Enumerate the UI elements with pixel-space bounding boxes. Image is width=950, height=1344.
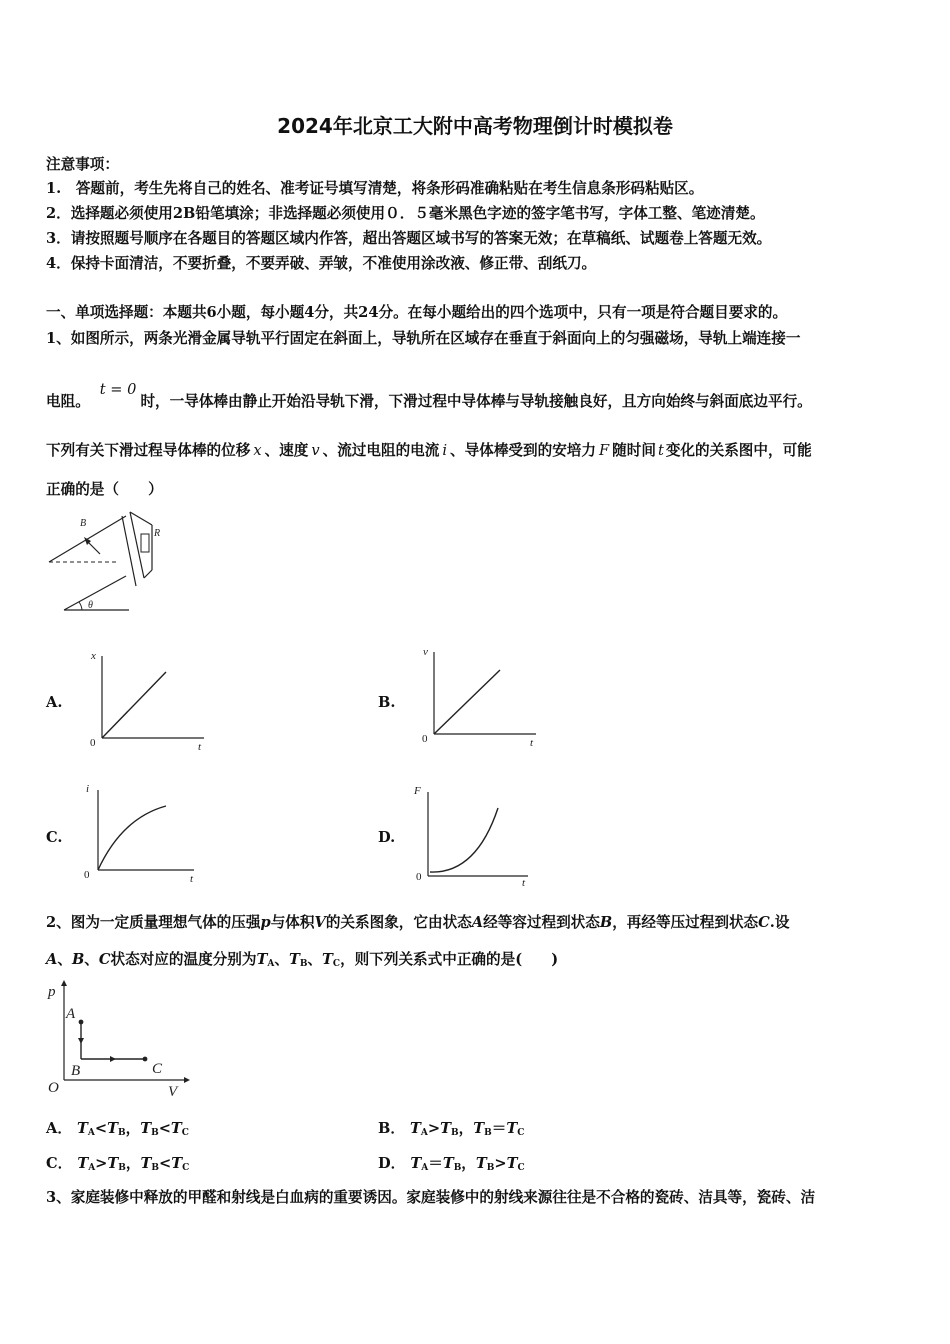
notice-item: 1. 答题前，考生先将自己的姓名、准考证号填写清楚，将条形码准确粘贴在考生信息条形码粘贴区。 <box>46 180 704 197</box>
q2-line1: 2、图为一定质量理想气体的压强p与体积V的关系图象，它由状态A经等容过程到状态B，再经等压过程到状态C.设 <box>46 914 790 931</box>
q3-line1: 3、家庭装修中释放的甲醛和射线是白血病的重要诱因。家庭装修中的射线来源往往是不合格的瓷砖、洁具等，瓷砖、洁 <box>46 1189 816 1206</box>
option-c-label[interactable]: C. <box>46 829 63 846</box>
svg-text:0: 0 <box>422 733 428 745</box>
q2-option-c[interactable]: C． $T_A>T_B$，$T_B<T_C$ <box>46 1155 190 1173</box>
svg-text:t: t <box>198 741 202 753</box>
option-d-graph <box>408 780 538 888</box>
option-a-label[interactable]: A. <box>46 694 63 711</box>
notice-item: 2．选择题必须使用2B铅笔填涂；非选择题必须使用０．５毫米黑色字迹的签字笔书写，字体工整、笔迹清楚。 <box>46 205 765 222</box>
q2-option-d[interactable]: D． $T_A=T_B$，$T_B>T_C$ <box>378 1155 525 1173</box>
q2-option-b[interactable]: B． $T_A>T_B$，$T_B=T_C$ <box>378 1120 525 1138</box>
svg-text:V: V <box>168 1084 178 1098</box>
svg-text:v: v <box>423 646 428 658</box>
svg-text:O: O <box>48 1080 59 1096</box>
q1-line3: 下列有关下滑过程导体棒的位移 x 、速度 v 、流过电阻的电流 i 、导体棒受到的安培力 F 随时间 t 变化的关系图中，可能 <box>46 442 812 459</box>
resistor-label-r: R <box>154 528 161 539</box>
notice-heading: 注意事项： <box>46 156 119 173</box>
formula-t0: t = 0 <box>99 381 137 398</box>
field-label-b: B <box>80 518 87 529</box>
q2-line2: A、B、C状态对应的温度分别为$T_A$、$T_B$、$T_C$，则下列关系式中正确的是( ) <box>46 951 559 969</box>
q1-line4: 正确的是（ ） <box>46 481 163 498</box>
option-c-graph <box>84 780 214 888</box>
option-b-graph <box>420 642 550 750</box>
svg-text:C: C <box>152 1061 163 1077</box>
notice-item: 3．请按照题号顺序在各题目的答题区域内作答，超出答题区域书写的答案无效；在草稿纸、试题卷上答题无效。 <box>46 230 772 247</box>
svg-text:i: i <box>86 783 90 795</box>
angle-label-theta: θ <box>88 600 93 611</box>
q1-line2a: 电阻。 <box>46 393 90 410</box>
svg-text:p: p <box>48 984 56 1000</box>
q1-line2 <box>46 381 812 411</box>
notice-item: 4．保持卡面清洁，不要折叠，不要弄破、弄皱，不准使用涂改液、修正带、刮纸刀。 <box>46 255 597 272</box>
incline-rails-figure <box>44 510 194 620</box>
page-title: 2024年北京工大附中高考物理倒计时模拟卷 <box>277 114 673 138</box>
section-heading: 一、单项选择题：本题共6小题，每小题4分，共24分。在每小题给出的四个选项中，只有一项是符合题目要求的。 <box>46 304 788 321</box>
svg-text:t: t <box>190 873 194 885</box>
svg-text:t: t <box>530 737 534 749</box>
svg-text:0: 0 <box>84 869 90 881</box>
svg-text:x: x <box>91 650 96 662</box>
q2-option-a[interactable]: A． $T_A<T_B$，$T_B<T_C$ <box>46 1120 189 1138</box>
pv-graph <box>44 978 194 1098</box>
q1-line2b: 时，一导体棒由静止开始沿导轨下滑，下滑过程中导体棒与导轨接触良好，且方向始终与斜面底边平行。 <box>140 393 812 410</box>
q1-line1: 1、如图所示，两条光滑金属导轨平行固定在斜面上，导轨所在区域存在垂直于斜面向上的匀强磁场，导轨上端连接一 <box>46 330 801 347</box>
svg-text:t: t <box>522 877 526 888</box>
svg-text:B: B <box>71 1063 81 1079</box>
svg-text:A: A <box>66 1006 76 1022</box>
option-b-label[interactable]: B. <box>378 694 396 711</box>
option-d-label[interactable]: D. <box>378 829 396 846</box>
svg-text:F: F <box>414 785 421 797</box>
option-a-graph <box>86 646 216 754</box>
svg-text:0: 0 <box>416 871 422 883</box>
svg-text:0: 0 <box>90 737 96 749</box>
